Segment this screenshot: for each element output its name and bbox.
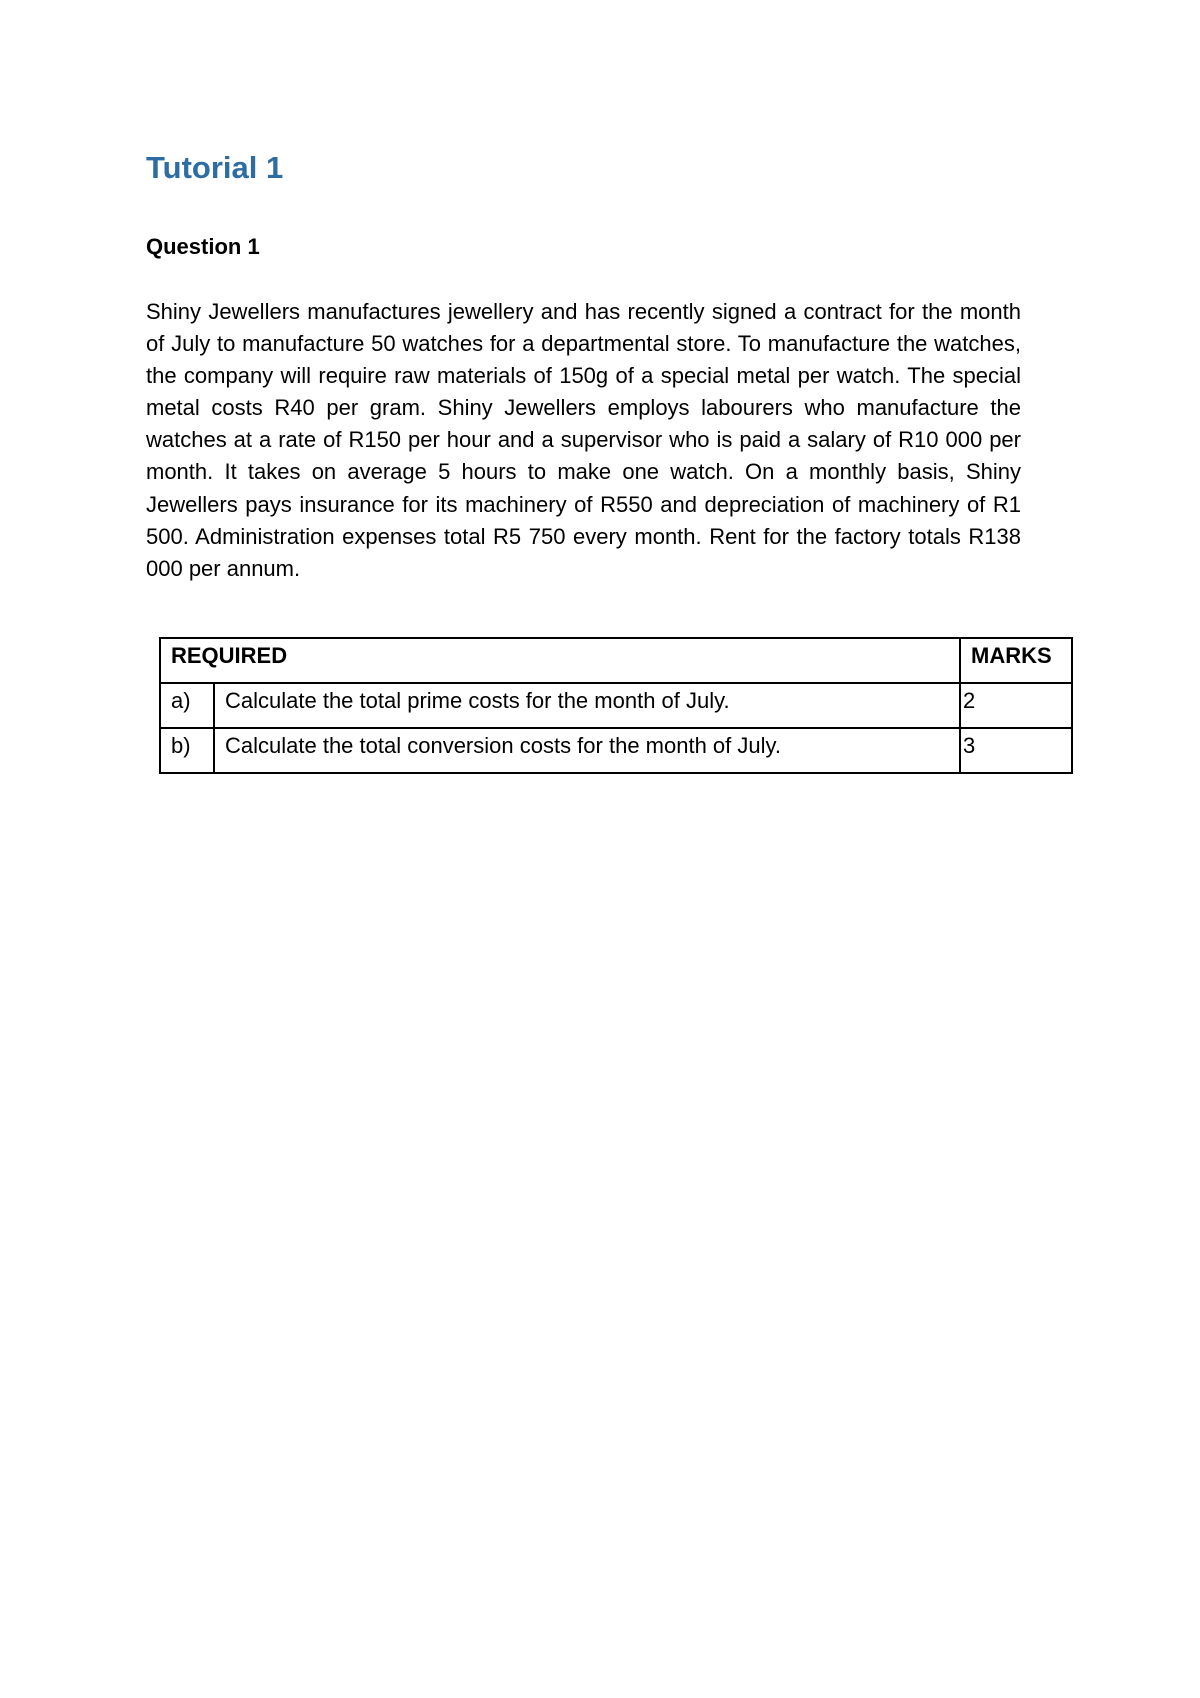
tutorial-title: Tutorial 1 — [146, 150, 284, 185]
row-task: Calculate the total conversion costs for the month of July. — [214, 728, 960, 773]
required-marks-table — [159, 637, 1073, 774]
row-marks: 2 — [960, 683, 1072, 728]
row-task: Calculate the total prime costs for the month of July. — [214, 683, 960, 728]
header-required: REQUIRED — [160, 638, 960, 683]
question-heading: Question 1 — [146, 234, 260, 259]
question-paragraph: Shiny Jewellers manufactures jewellery and has recently signed a contract for the month of July to manufacture 50 watches for a departmental store. To manufacture the watches, the company will require raw materials of 150g of a special metal per watch. The special metal costs R40 per gram. Shiny Jewellers employs labourers who manufacture the watches at a rate of R150 per hour and a supervisor who is paid a salary of R10 000 per month. It takes on average 5 hours to make one watch. On a monthly basis, Shiny Jewellers pays insurance for its machinery of R550 and depreciation of machinery of R1 500. Administration expenses total R5 750 every month. Rent for the factory totals R138 000 per annum. — [146, 299, 1021, 581]
table-row — [160, 728, 1072, 773]
table-row — [160, 683, 1072, 728]
row-marks: 3 — [960, 728, 1072, 773]
row-letter: b) — [160, 728, 214, 773]
table-header-row — [160, 638, 1072, 683]
row-letter: a) — [160, 683, 214, 728]
header-marks: MARKS — [960, 638, 1072, 683]
